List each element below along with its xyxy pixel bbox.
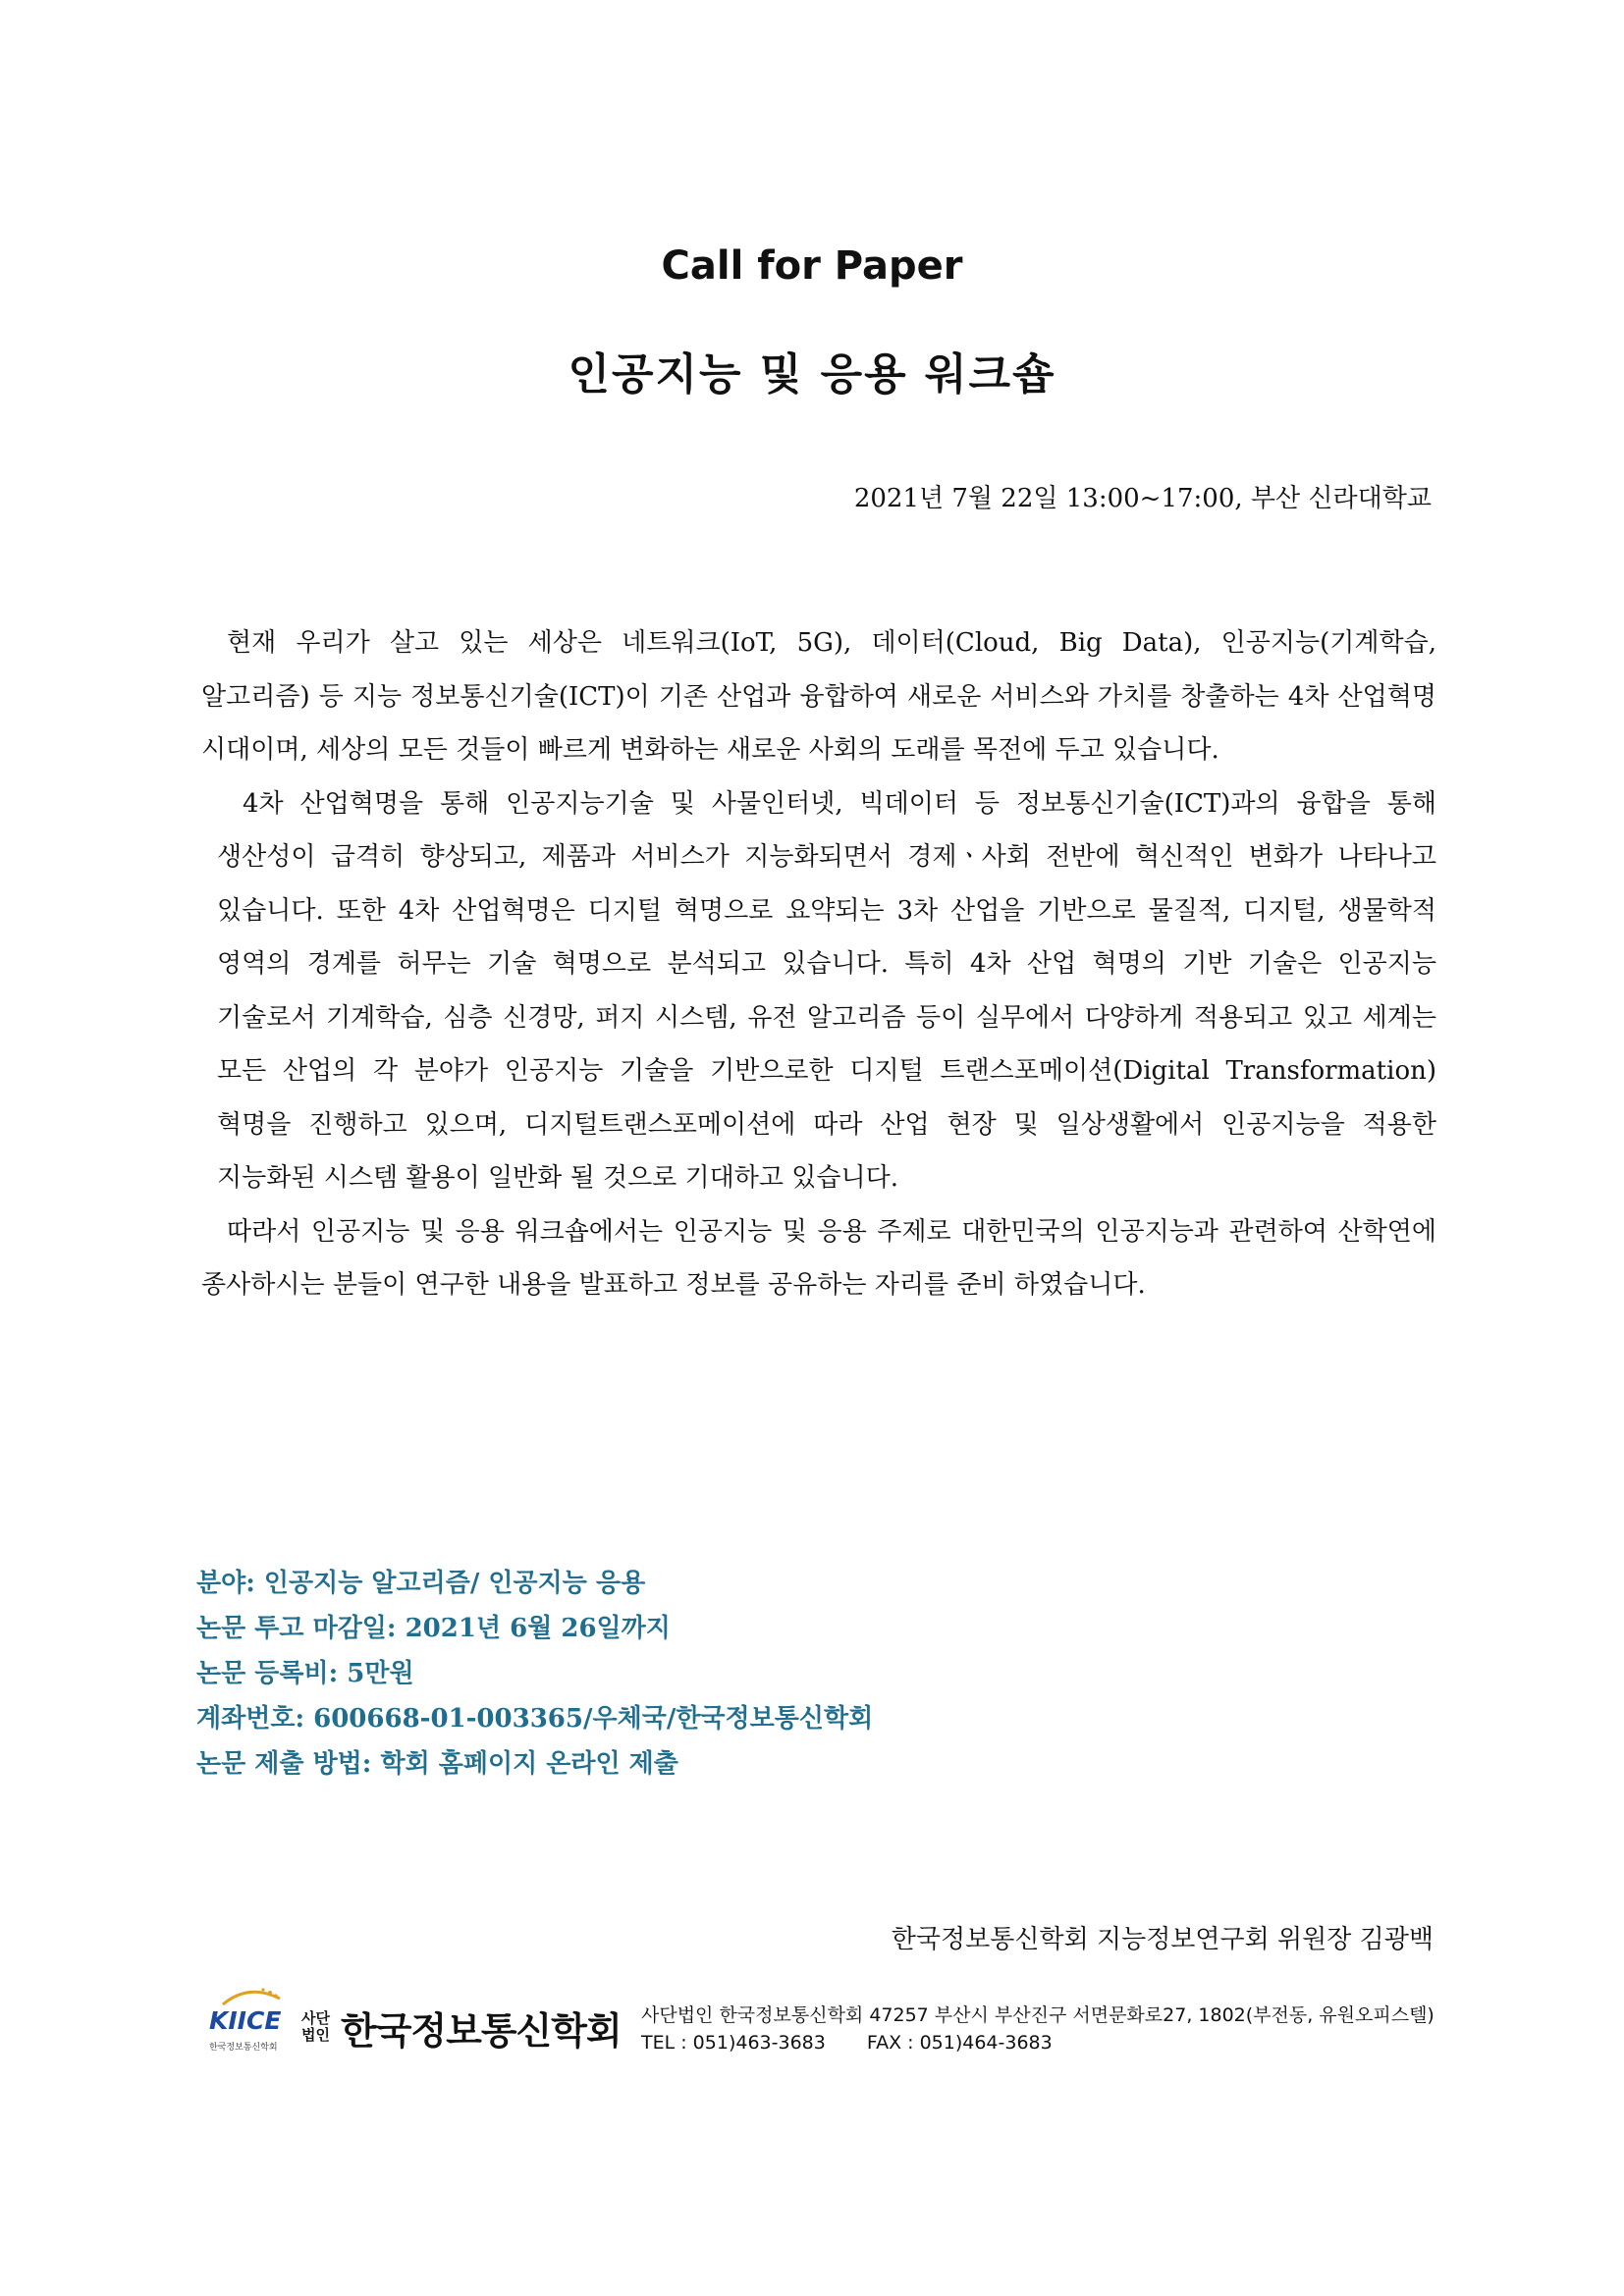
info-item-deadline (196, 1606, 873, 1651)
fax-number: FAX : 051)464-3683 (866, 2032, 1053, 2054)
org-name: 한국정보통신학회 (341, 2009, 622, 2053)
tel-number: TEL : 051)463-3683 (641, 2032, 826, 2054)
info-value: 5만원 (347, 1659, 414, 1688)
logo-arc-icon (209, 1985, 288, 2006)
info-item-submission (196, 1741, 873, 1787)
signature-line: 한국정보통신학회 지능정보연구회 위원장 김광백 (891, 1925, 1434, 1954)
paragraph-intro: 현재 우리가 살고 있는 세상은 네트워크(IoT, 5G), 데이터(Cloud, Big Data), 인공지능(기계학습, 알고리즘) 등 지능 정보통신기술(ICT)이 기존 산업과 융합하여 새로운 서비스와 가치를 창출하는 4차 산업혁명 시대이며, 세상의 모든 것들이 빠르게 변화하는 새로운 사회의 도래를 목전에 두고 있습니다. (201, 628, 1436, 765)
org-contact (641, 2032, 1088, 2054)
org-prefix: 사단법인 (301, 2009, 330, 2044)
info-value: 600668-01-003365/우체국/한국정보통신학회 (313, 1704, 874, 1734)
title-korean: 인공지능 및 응용 워크숍 (568, 349, 1056, 400)
info-label: 논문 제출 방법: (196, 1749, 372, 1779)
paragraph-industry: 4차 산업혁명을 통해 인공지능기술 및 사물인터넷, 빅데이터 등 정보통신기술(ICT)과의 융합을 통해 생산성이 급격히 향상되고, 제품과 서비스가 지능화되면서 경제ㆍ사회 전반에 혁신적인 변화가 나타나고 있습니다. 또한 4차 산업혁명은 디지털 혁명으로 요약되는 3차 산업을 기반으로 물질적, 디지털, 생물학적 영역의 경계를 허무는 기술 혁명으로 분석되고 있습니다. 특히 4차 산업 혁명의 기반 기술은 인공지능 기술로서 기계학습, 심층 신경망, 퍼지 시스템, 유전 알고리즘 등이 실무에서 다양하게 적용되고 있고 세계는 모든 산업의 각 분야가 인공지능 기술을 기반으로한 디지털 트랜스포메이션(Digital Transformation) 혁명을 진행하고 있으며, 디지털트랜스포메이션에 따라 산업 현장 및 일상생활에서 인공지능을 적용한 지능화된 시스템 활용이 일반화 될 것으로 기대하고 있습니다. (217, 788, 1436, 1193)
body-text (201, 616, 1436, 1312)
letterhead-footer (209, 1985, 1456, 2063)
event-dateline: 2021년 7월 22일 13:00~17:00, 부산 신라대학교 (853, 484, 1432, 513)
logo-subtext: 한국정보통신학회 (209, 2043, 278, 2053)
title-english: Call for Paper (661, 243, 963, 289)
org-address: 사단법인 한국정보통신학회 47257 부산시 부산진구 서면문화로27, 1802(부전동, 유원오피스텔) (641, 2004, 1435, 2026)
info-item-account (196, 1696, 873, 1741)
info-value: 2021년 6월 26일까지 (405, 1614, 671, 1643)
info-label: 논문 투고 마감일: (196, 1614, 397, 1643)
info-value: 학회 홈페이지 온라인 제출 (380, 1749, 678, 1779)
info-item-fee (196, 1651, 873, 1696)
info-value: 인공지능 알고리즘/ 인공지능 응용 (263, 1569, 646, 1598)
info-label: 분야: (196, 1569, 255, 1598)
info-label: 계좌번호: (196, 1704, 305, 1734)
logo-mark: KIICE (209, 2006, 282, 2035)
paragraph-workshop: 따라서 인공지능 및 응용 워크숍에서는 인공지능 및 응용 주제로 대한민국의 인공지능과 관련하여 산학연에 종사하시는 분들이 연구한 내용을 발표하고 정보를 공유하는 자리를 준비 하였습니다. (201, 1216, 1436, 1300)
info-list (196, 1561, 873, 1787)
info-label: 논문 등록비: (196, 1659, 339, 1688)
kiice-logo (209, 1985, 288, 2054)
info-item-field (196, 1561, 873, 1606)
